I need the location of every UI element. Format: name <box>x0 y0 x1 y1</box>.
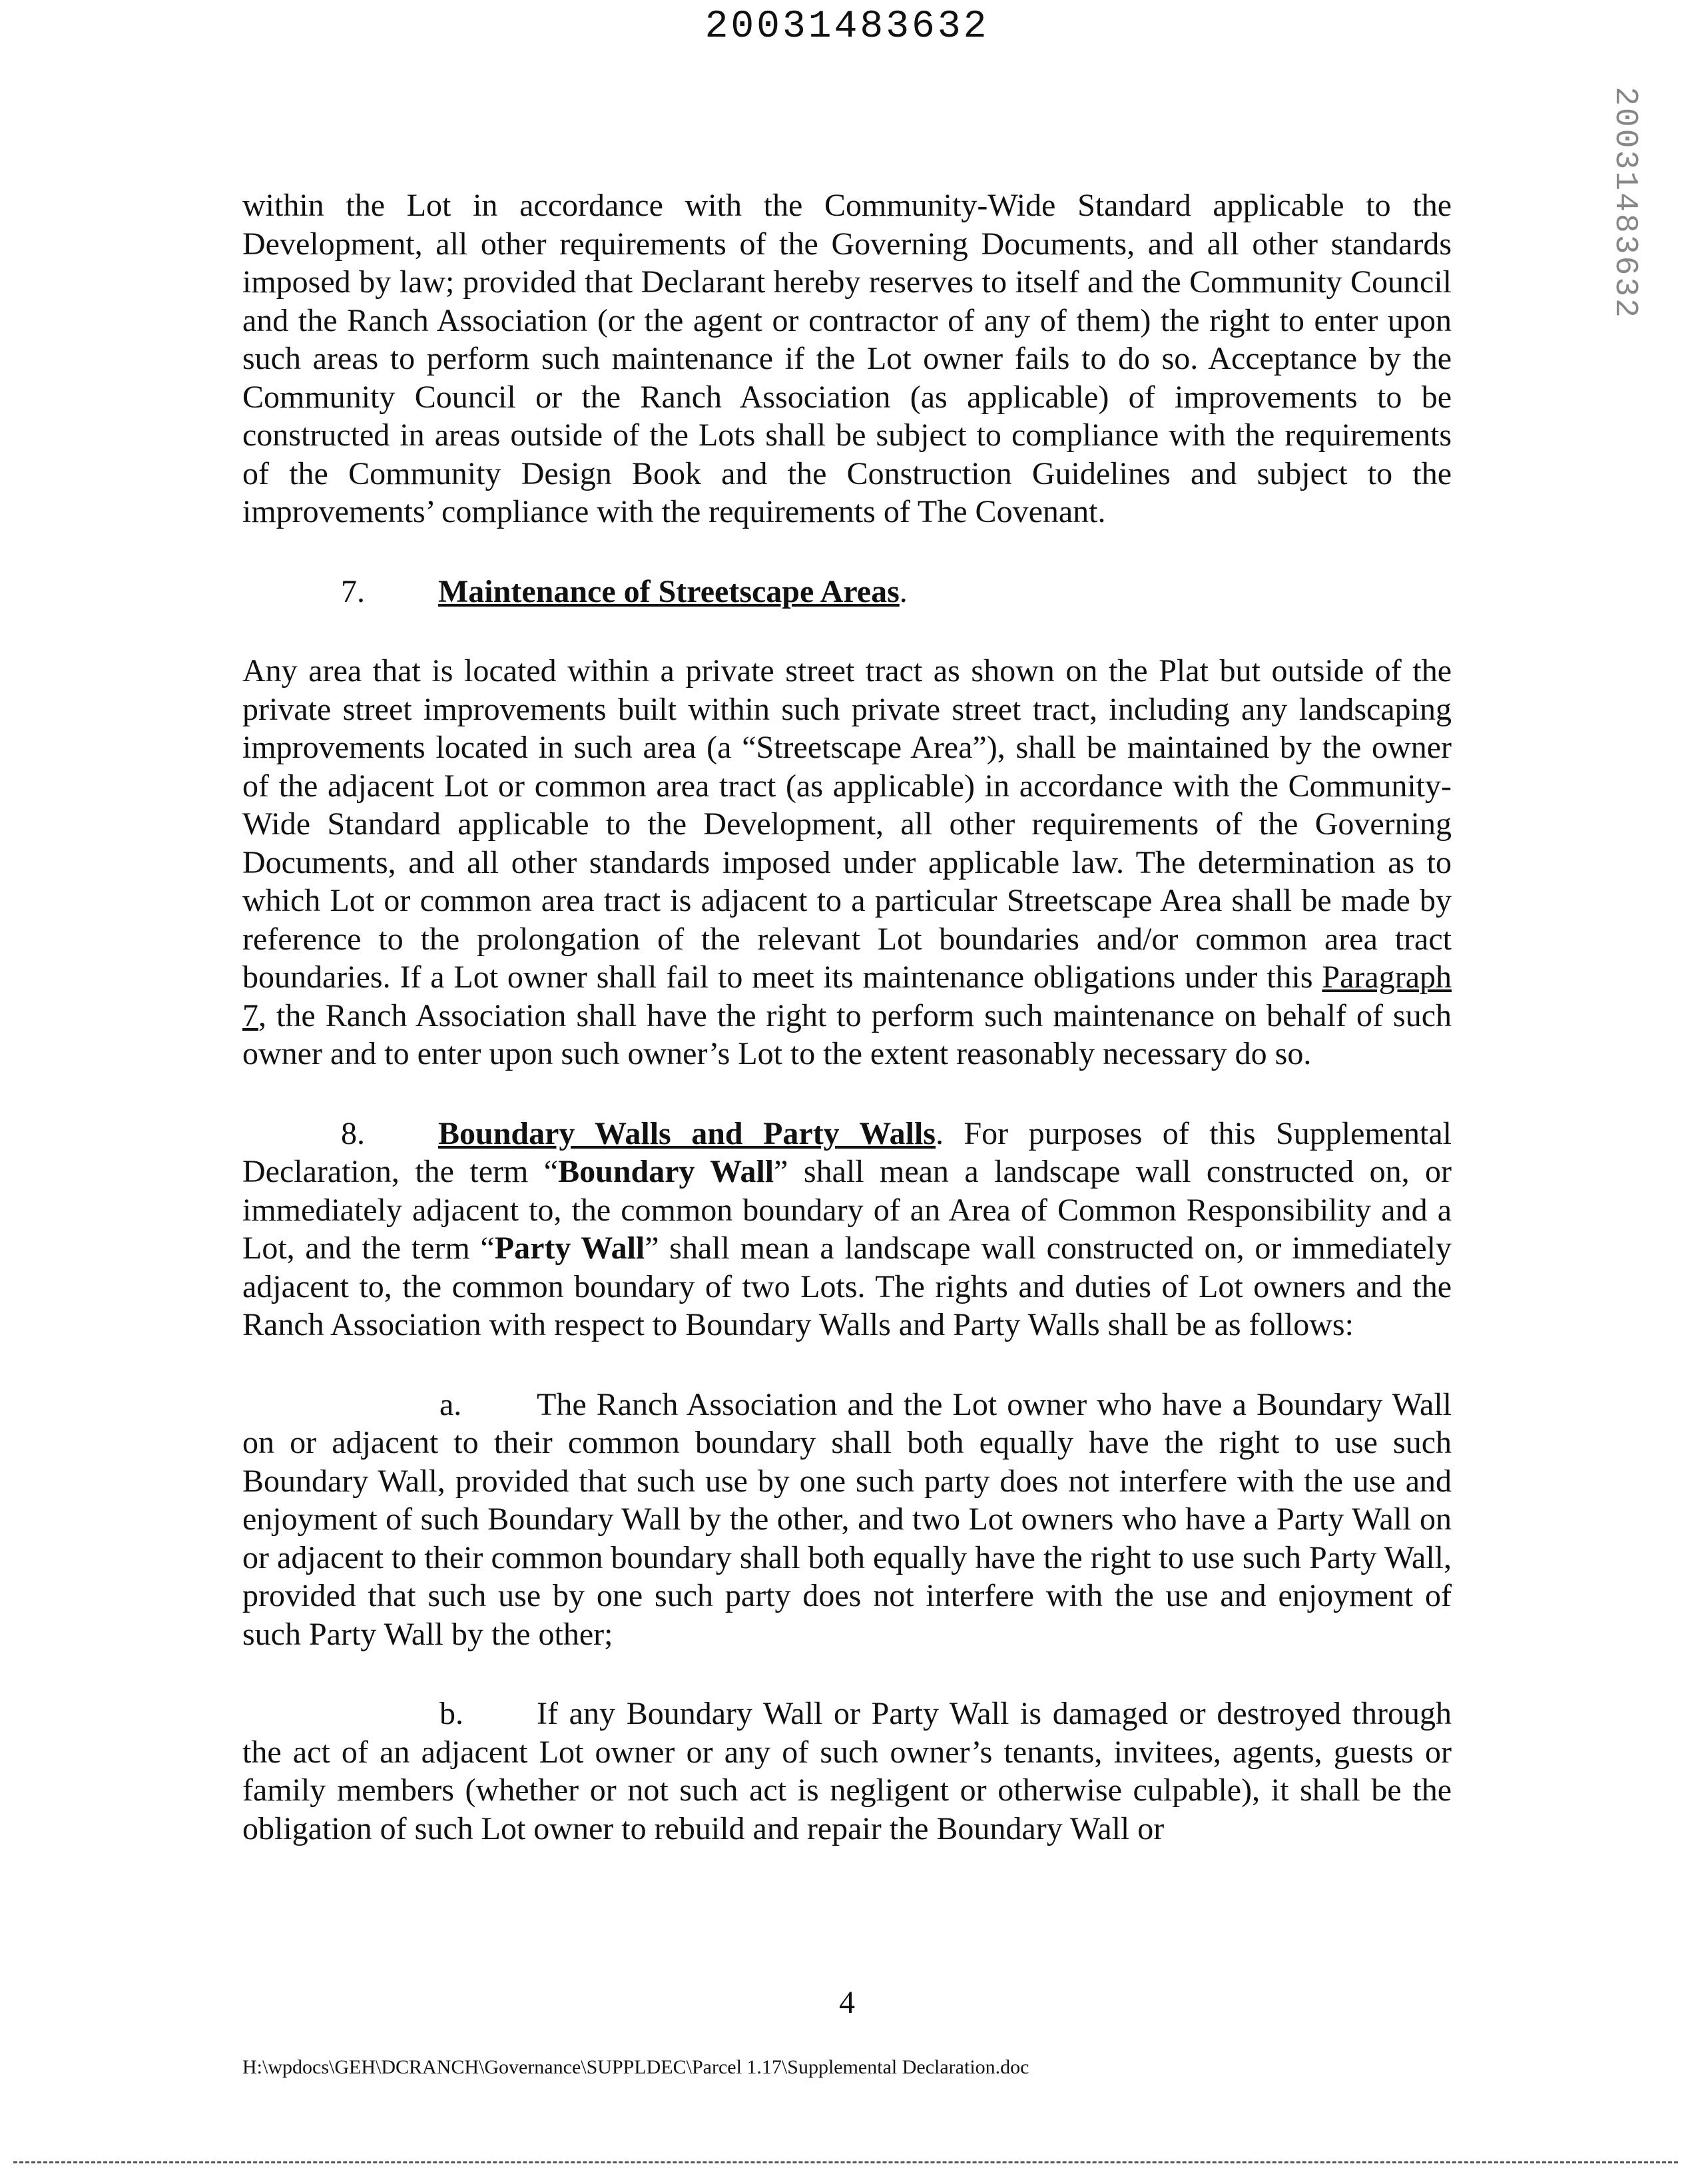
section-7-body-part2: , the Ranch Association shall have the right to perform such maintenance on behalf of such owner and to enter upon such owner’s Lot to the extent reasonably necessary do so. <box>242 997 1452 1071</box>
recording-number-stamp: 20031483632 <box>705 5 989 49</box>
section-7-body <box>242 652 1452 1073</box>
term-party-wall: Party Wall <box>494 1230 645 1266</box>
section-7-number: 7. <box>341 573 365 609</box>
footer-file-path: H:\wpdocs\GEH\DCRANCH\Governance\SUPPLDEC\Parcel 1.17\Supplemental Declaration.doc <box>242 2056 1029 2078</box>
subparagraph-a-text: The Ranch Association and the Lot owner who have a Boundary Wall on or adjacent to their common boundary shall both equally have the right to use such Boundary Wall, provided that such use by one such party does not interfere with the use and enjoyment of such Boundary Wall by the other, and two Lot owners who have a Party Wall on or adjacent to their common boundary shall both equally have the right to use such Party Wall, provided that such use by one such party does not interfere with the use and enjoyment of such Party Wall by the other; <box>242 1386 1452 1652</box>
intro-paragraph: within the Lot in accordance with the Community-Wide Standard applicable to the Development, all other requirements of the Governing Documents, and all other standards imposed by law; provided that Declarant hereby reserves to itself and the Community Council and the Ranch Association (or the agent or contractor of any of them) the right to enter upon such areas to perform such maintenance if the Lot owner fails to do so. Acceptance by the Community Council or the Ranch Association (as applicable) of improvements to be constructed in areas outside of the Lots shall be subject to compliance with the requirements of the Community Design Book and the Construction Guidelines and subject to the improvements’ compliance with the requirements of The Covenant. <box>242 188 1452 529</box>
side-recording-number: 20031483632 <box>1607 87 1643 320</box>
document-body <box>242 186 1452 1848</box>
section-8-text-c: ” shall mean a landscape wall constructed on, or immediately adjacent to, the common boundary of two Lots. The rights and duties of Lot owners and the Ranch Association with respect to Boundary Walls and Party Walls shall be as follows: <box>242 1230 1452 1342</box>
subparagraph-b-text: If any Boundary Wall or Party Wall is damaged or destroyed through the act of an adjacent Lot owner or any of such owner’s tenants, invitees, agents, guests or family members (whether or not such act is negligent or otherwise culpable), it shall be the obligation of such Lot owner to rebuild and repair the Boundary Wall or <box>242 1696 1452 1846</box>
subparagraph-a <box>242 1386 1452 1654</box>
section-7-heading <box>242 573 1452 611</box>
bottom-divider <box>13 2161 1678 2163</box>
page-number: 4 <box>839 1985 855 2020</box>
term-boundary-wall: Boundary Wall <box>558 1154 774 1189</box>
section-7-title: Maintenance of Streetscape Areas <box>438 573 900 609</box>
paragraph-7-reference: Paragraph 7 <box>242 959 1452 1033</box>
subparagraph-b <box>242 1695 1452 1848</box>
section-7-body-part1: Any area that is located within a private street tract as shown on the Plat but outside of the private street improvements built within such private street tract, including any landscaping improvements located in such area (a “Streetscape Area”), shall be maintained by the owner of the adjacent Lot or common area tract (as applicable) in accordance with the Community-Wide Standard applicable to the Development, all other requirements of the Governing Documents, and all other standards imposed under applicable law. The determination as to which Lot or common area tract is adjacent to a particular Streetscape Area shall be made by reference to the prolongation of the relevant Lot boundaries and/or common area tract boundaries. If a Lot owner shall fail to meet its maintenance obligations under this <box>242 653 1452 995</box>
section-8-title: Boundary Walls and Party Walls <box>438 1115 936 1151</box>
section-8-text-a: . For purposes of this Supplemental Declaration, the term “ <box>242 1115 1452 1189</box>
section-8-paragraph <box>242 1115 1452 1344</box>
section-7-title-punct: . <box>899 573 908 609</box>
subparagraph-b-label: b. <box>439 1696 463 1731</box>
section-8-number: 8. <box>341 1115 365 1151</box>
subparagraph-a-label: a. <box>439 1386 462 1422</box>
section-8-text-b: ” shall mean a landscape wall constructed on, or immediately adjacent to, the common boundary of an Area of Common Responsibility and a Lot, and the term “ <box>242 1154 1452 1266</box>
side-recording-stamp <box>1605 87 1645 320</box>
